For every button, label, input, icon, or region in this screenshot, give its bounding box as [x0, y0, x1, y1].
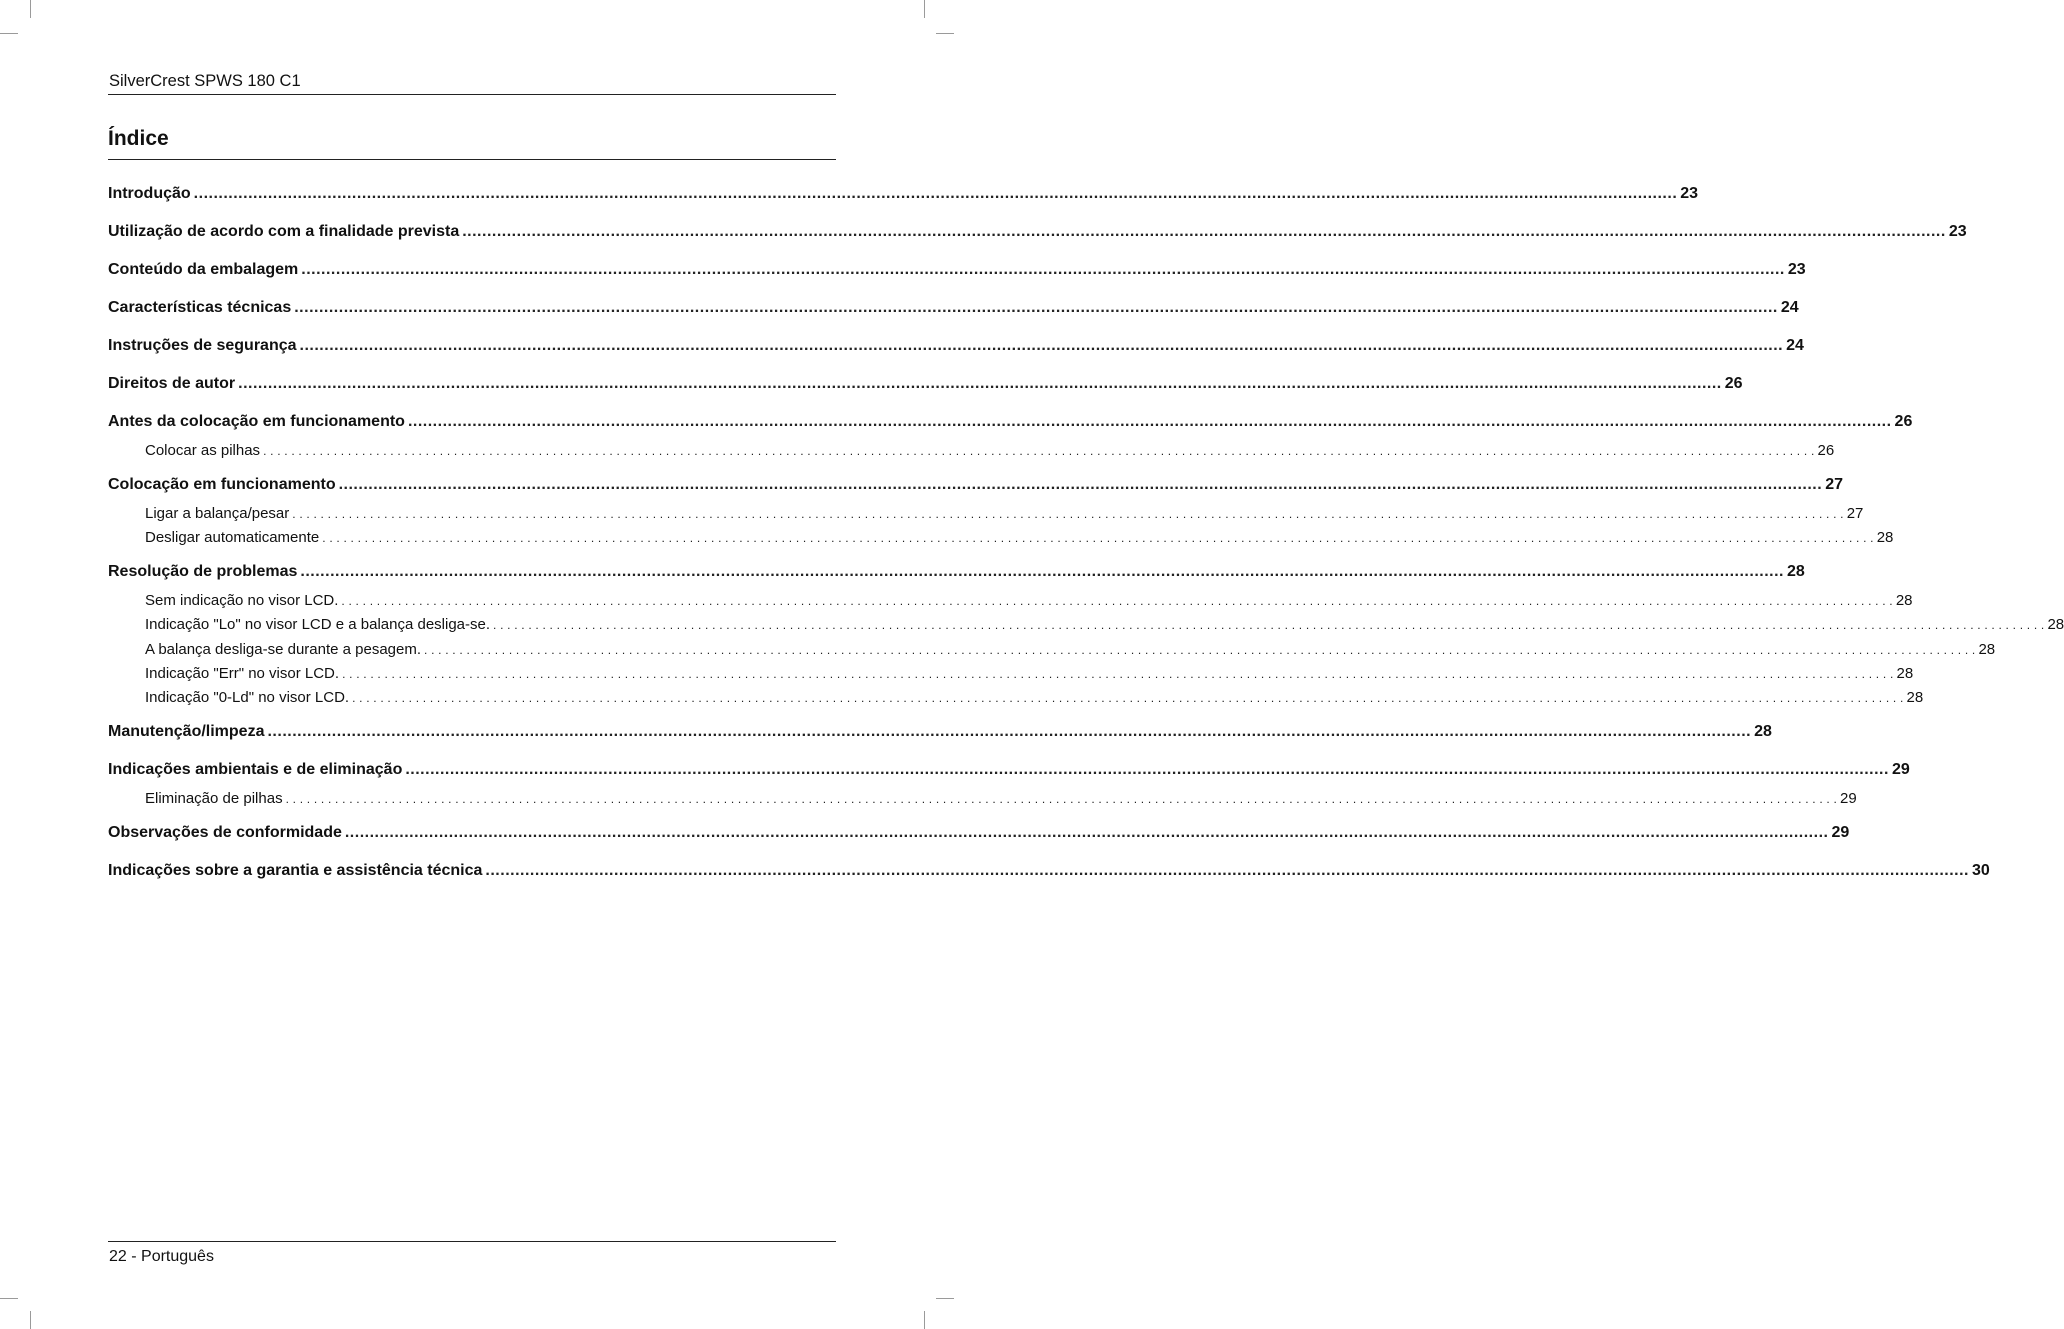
table-of-contents	[108, 180, 2064, 895]
toc-entry[interactable]	[108, 256, 1806, 294]
toc-page-number: 26	[1817, 442, 1835, 459]
crop-mark	[924, 0, 925, 18]
toc-subentry[interactable]	[108, 527, 1894, 558]
toc-entry-title: Utilização de acordo com a finalidade prevista	[108, 223, 460, 240]
dot-leader: ............................................................................................................................................................................................................................................................................................................	[338, 476, 1823, 493]
toc-entry-title: Manutenção/limpeza	[108, 722, 265, 740]
toc-entry-title: Indicações sobre a garantia e assistência técnica	[108, 861, 483, 879]
toc-entry-title: Eliminação de pilhas	[145, 789, 283, 807]
toc-entry-title: Resolução de problemas	[108, 563, 298, 581]
crop-mark	[30, 1311, 31, 1329]
dot-leader: . . . . . . . . . . . . . . . . . . . . . . . . . . . . . . . . . . . . . . . . . . . . . . . . . . . . . . . . . . . . . . . . . . . . . . . . . . . . . . . . . . . . . . . . . . . . . . . . . . . . . . . . . . . . . . . . . . . . . . . . . . . . . . . . . . . . . . . . . . . . . . . . . . . . . . . . . . . . . . . . . . . . . . . . . . . . . . . . . . . . . . . . . . . . . . . . . . . . . . . . . . . . . . . . . . . . . . . . . . . .	[342, 666, 1894, 681]
toc-entry-title: Desligar automaticamente	[145, 529, 320, 547]
crop-mark	[936, 33, 954, 34]
toc-entry[interactable]	[108, 819, 1850, 857]
toc-page-number: 29	[1891, 760, 1910, 778]
toc-entry[interactable]	[108, 218, 1967, 256]
toc-page-number: 23	[1787, 261, 1806, 278]
toc-entry-title: Indicação "0-Ld" no visor LCD.	[145, 688, 350, 706]
dot-leader: ............................................................................................................................................................................................................................................................................................................	[485, 861, 1969, 879]
toc-entry-title: Colocar as pilhas	[145, 442, 261, 459]
toc-page-number: 26	[1894, 413, 1913, 430]
dot-leader: . . . . . . . . . . . . . . . . . . . . . . . . . . . . . . . . . . . . . . . . . . . . . . . . . . . . . . . . . . . . . . . . . . . . . . . . . . . . . . . . . . . . . . . . . . . . . . . . . . . . . . . . . . . . . . . . . . . . . . . . . . . . . . . . . . . . . . . . . . . . . . . . . . . . . . . . . . . . . . . . . . . . . . . . . . . . . . . . . . . . . . . . . . . . . . . . . . . . . . . . . . . . . . . . . . . . . . . . . . . .	[352, 690, 1904, 705]
toc-page-number: 28	[1906, 688, 1924, 706]
title-rule	[108, 159, 836, 160]
dot-leader: . . . . . . . . . . . . . . . . . . . . . . . . . . . . . . . . . . . . . . . . . . . . . . . . . . . . . . . . . . . . . . . . . . . . . . . . . . . . . . . . . . . . . . . . . . . . . . . . . . . . . . . . . . . . . . . . . . . . . . . . . . . . . . . . . . . . . . . . . . . . . . . . . . . . . . . . . . . . . . . . . . . . . . . . . . . . . . . . . . . . . . . . . . . . . . . . . . . . . . . . . . . . . . . . . . . . . . . . . . . .	[292, 507, 1844, 521]
toc-entry[interactable]	[108, 756, 1910, 788]
toc-entry[interactable]	[108, 332, 1804, 370]
toc-entry[interactable]	[108, 294, 1799, 332]
toc-page-number: 24	[1780, 299, 1799, 316]
page-footer: 22 - Português	[109, 1248, 214, 1265]
toc-entry[interactable]	[108, 471, 1843, 503]
crop-mark	[0, 33, 18, 34]
toc-entry[interactable]	[108, 857, 1990, 895]
dot-leader: ............................................................................................................................................................................................................................................................................................................	[294, 299, 1778, 316]
toc-entry-title: Introdução	[108, 185, 191, 202]
toc-page-number: 28	[1876, 529, 1894, 547]
toc-page-number: 28	[1896, 664, 1914, 682]
dot-leader: ............................................................................................................................................................................................................................................................................................................	[462, 223, 1946, 240]
toc-entry-title: Características técnicas	[108, 299, 292, 316]
toc-page-number: 30	[1972, 861, 1990, 879]
crop-mark	[924, 1311, 925, 1329]
crop-mark	[0, 1298, 18, 1299]
crop-mark	[30, 0, 31, 18]
dot-leader: ............................................................................................................................................................................................................................................................................................................	[193, 185, 1678, 202]
toc-subentry[interactable]	[108, 788, 1857, 819]
toc-page-number: 27	[1825, 476, 1843, 493]
dot-leader: ............................................................................................................................................................................................................................................................................................................	[407, 413, 1892, 430]
toc-page-number: 28	[1786, 563, 1805, 581]
toc-page-number: 28	[1895, 592, 1913, 610]
dot-leader: . . . . . . . . . . . . . . . . . . . . . . . . . . . . . . . . . . . . . . . . . . . . . . . . . . . . . . . . . . . . . . . . . . . . . . . . . . . . . . . . . . . . . . . . . . . . . . . . . . . . . . . . . . . . . . . . . . . . . . . . . . . . . . . . . . . . . . . . . . . . . . . . . . . . . . . . . . . . . . . . . . . . . . . . . . . . . . . . . . . . . . . . . . . . . . . . . . . . . . . . . . . . . . . . . . . . . . . . . . . .	[493, 618, 2045, 633]
dot-leader: ............................................................................................................................................................................................................................................................................................................	[300, 563, 1784, 581]
toc-page-number: 24	[1786, 337, 1804, 354]
header-rule	[108, 94, 836, 95]
toc-entry[interactable]	[108, 180, 1699, 218]
toc-page-number: 29	[1831, 823, 1850, 841]
dot-leader: ............................................................................................................................................................................................................................................................................................................	[301, 261, 1785, 278]
toc-entry-title: Ligar a balança/pesar	[145, 505, 290, 522]
toc-page-number: 23	[1948, 223, 1967, 240]
dot-leader: . . . . . . . . . . . . . . . . . . . . . . . . . . . . . . . . . . . . . . . . . . . . . . . . . . . . . . . . . . . . . . . . . . . . . . . . . . . . . . . . . . . . . . . . . . . . . . . . . . . . . . . . . . . . . . . . . . . . . . . . . . . . . . . . . . . . . . . . . . . . . . . . . . . . . . . . . . . . . . . . . . . . . . . . . . . . . . . . . . . . . . . . . . . . . . . . . . . . . . . . . . . . . . . . . . . . . . . . . . . .	[285, 791, 1837, 806]
dot-leader: . . . . . . . . . . . . . . . . . . . . . . . . . . . . . . . . . . . . . . . . . . . . . . . . . . . . . . . . . . . . . . . . . . . . . . . . . . . . . . . . . . . . . . . . . . . . . . . . . . . . . . . . . . . . . . . . . . . . . . . . . . . . . . . . . . . . . . . . . . . . . . . . . . . . . . . . . . . . . . . . . . . . . . . . . . . . . . . . . . . . . . . . . . . . . . . . . . . . . . . . . . . . . . . . . . . . . . . . . . . .	[263, 444, 1815, 458]
toc-entry[interactable]	[108, 370, 1743, 408]
toc-page-number: 27	[1846, 505, 1864, 522]
toc-page-number: 29	[1840, 789, 1857, 807]
toc-entry-title: Indicações ambientais e de eliminação	[108, 760, 403, 778]
dot-leader: ............................................................................................................................................................................................................................................................................................................	[238, 375, 1722, 392]
dot-leader: ............................................................................................................................................................................................................................................................................................................	[344, 823, 1829, 841]
dot-leader: ............................................................................................................................................................................................................................................................................................................	[267, 722, 1752, 740]
toc-subentry[interactable]	[108, 663, 1914, 687]
toc-page-number: 26	[1724, 375, 1743, 392]
page-title: Índice	[108, 127, 169, 150]
dot-leader: ............................................................................................................................................................................................................................................................................................................	[299, 337, 1784, 354]
toc-subentry[interactable]	[108, 639, 1996, 663]
toc-subentry[interactable]	[108, 614, 2064, 638]
toc-subentry[interactable]	[108, 687, 1924, 718]
toc-entry[interactable]	[108, 558, 1805, 590]
toc-entry-title: A balança desliga-se durante a pesagem.	[145, 640, 422, 658]
toc-entry-title: Direitos de autor	[108, 375, 236, 392]
toc-entry-title: Sem indicação no visor LCD.	[145, 592, 339, 610]
toc-entry-title: Indicação "Lo" no visor LCD e a balança desliga-se.	[145, 616, 491, 634]
toc-entry-title: Colocação em funcionamento	[108, 476, 336, 493]
toc-entry[interactable]	[108, 408, 1913, 440]
toc-subentry[interactable]	[108, 440, 1835, 471]
running-header: SilverCrest SPWS 180 C1	[109, 72, 301, 90]
toc-subentry[interactable]	[108, 503, 1864, 527]
toc-page-number: 28	[2047, 616, 2064, 634]
toc-entry-title: Instruções de segurança	[108, 337, 297, 354]
dot-leader: ............................................................................................................................................................................................................................................................................................................	[405, 760, 1889, 778]
footer-rule	[108, 1241, 836, 1242]
toc-entry-title: Observações de conformidade	[108, 823, 342, 841]
dot-leader: . . . . . . . . . . . . . . . . . . . . . . . . . . . . . . . . . . . . . . . . . . . . . . . . . . . . . . . . . . . . . . . . . . . . . . . . . . . . . . . . . . . . . . . . . . . . . . . . . . . . . . . . . . . . . . . . . . . . . . . . . . . . . . . . . . . . . . . . . . . . . . . . . . . . . . . . . . . . . . . . . . . . . . . . . . . . . . . . . . . . . . . . . . . . . . . . . . . . . . . . . . . . . . . . . . . . . . . . . . . .	[322, 531, 1874, 546]
toc-page-number: 28	[1754, 722, 1772, 740]
toc-page-number: 23	[1680, 185, 1699, 202]
dot-leader: . . . . . . . . . . . . . . . . . . . . . . . . . . . . . . . . . . . . . . . . . . . . . . . . . . . . . . . . . . . . . . . . . . . . . . . . . . . . . . . . . . . . . . . . . . . . . . . . . . . . . . . . . . . . . . . . . . . . . . . . . . . . . . . . . . . . . . . . . . . . . . . . . . . . . . . . . . . . . . . . . . . . . . . . . . . . . . . . . . . . . . . . . . . . . . . . . . . . . . . . . . . . . . . . . . . . . . . . . . . .	[341, 594, 1893, 609]
toc-entry[interactable]	[108, 718, 1772, 756]
toc-entry-title: Conteúdo da embalagem	[108, 261, 299, 278]
crop-mark	[936, 1298, 954, 1299]
dot-leader: . . . . . . . . . . . . . . . . . . . . . . . . . . . . . . . . . . . . . . . . . . . . . . . . . . . . . . . . . . . . . . . . . . . . . . . . . . . . . . . . . . . . . . . . . . . . . . . . . . . . . . . . . . . . . . . . . . . . . . . . . . . . . . . . . . . . . . . . . . . . . . . . . . . . . . . . . . . . . . . . . . . . . . . . . . . . . . . . . . . . . . . . . . . . . . . . . . . . . . . . . . . . . . . . . . . . . . . . . . . .	[424, 642, 1976, 657]
toc-page-number: 28	[1978, 640, 1996, 658]
toc-entry-title: Indicação "Err" no visor LCD.	[145, 664, 340, 682]
toc-subentry[interactable]	[108, 590, 1913, 614]
toc-entry-title: Antes da colocação em funcionamento	[108, 413, 405, 430]
